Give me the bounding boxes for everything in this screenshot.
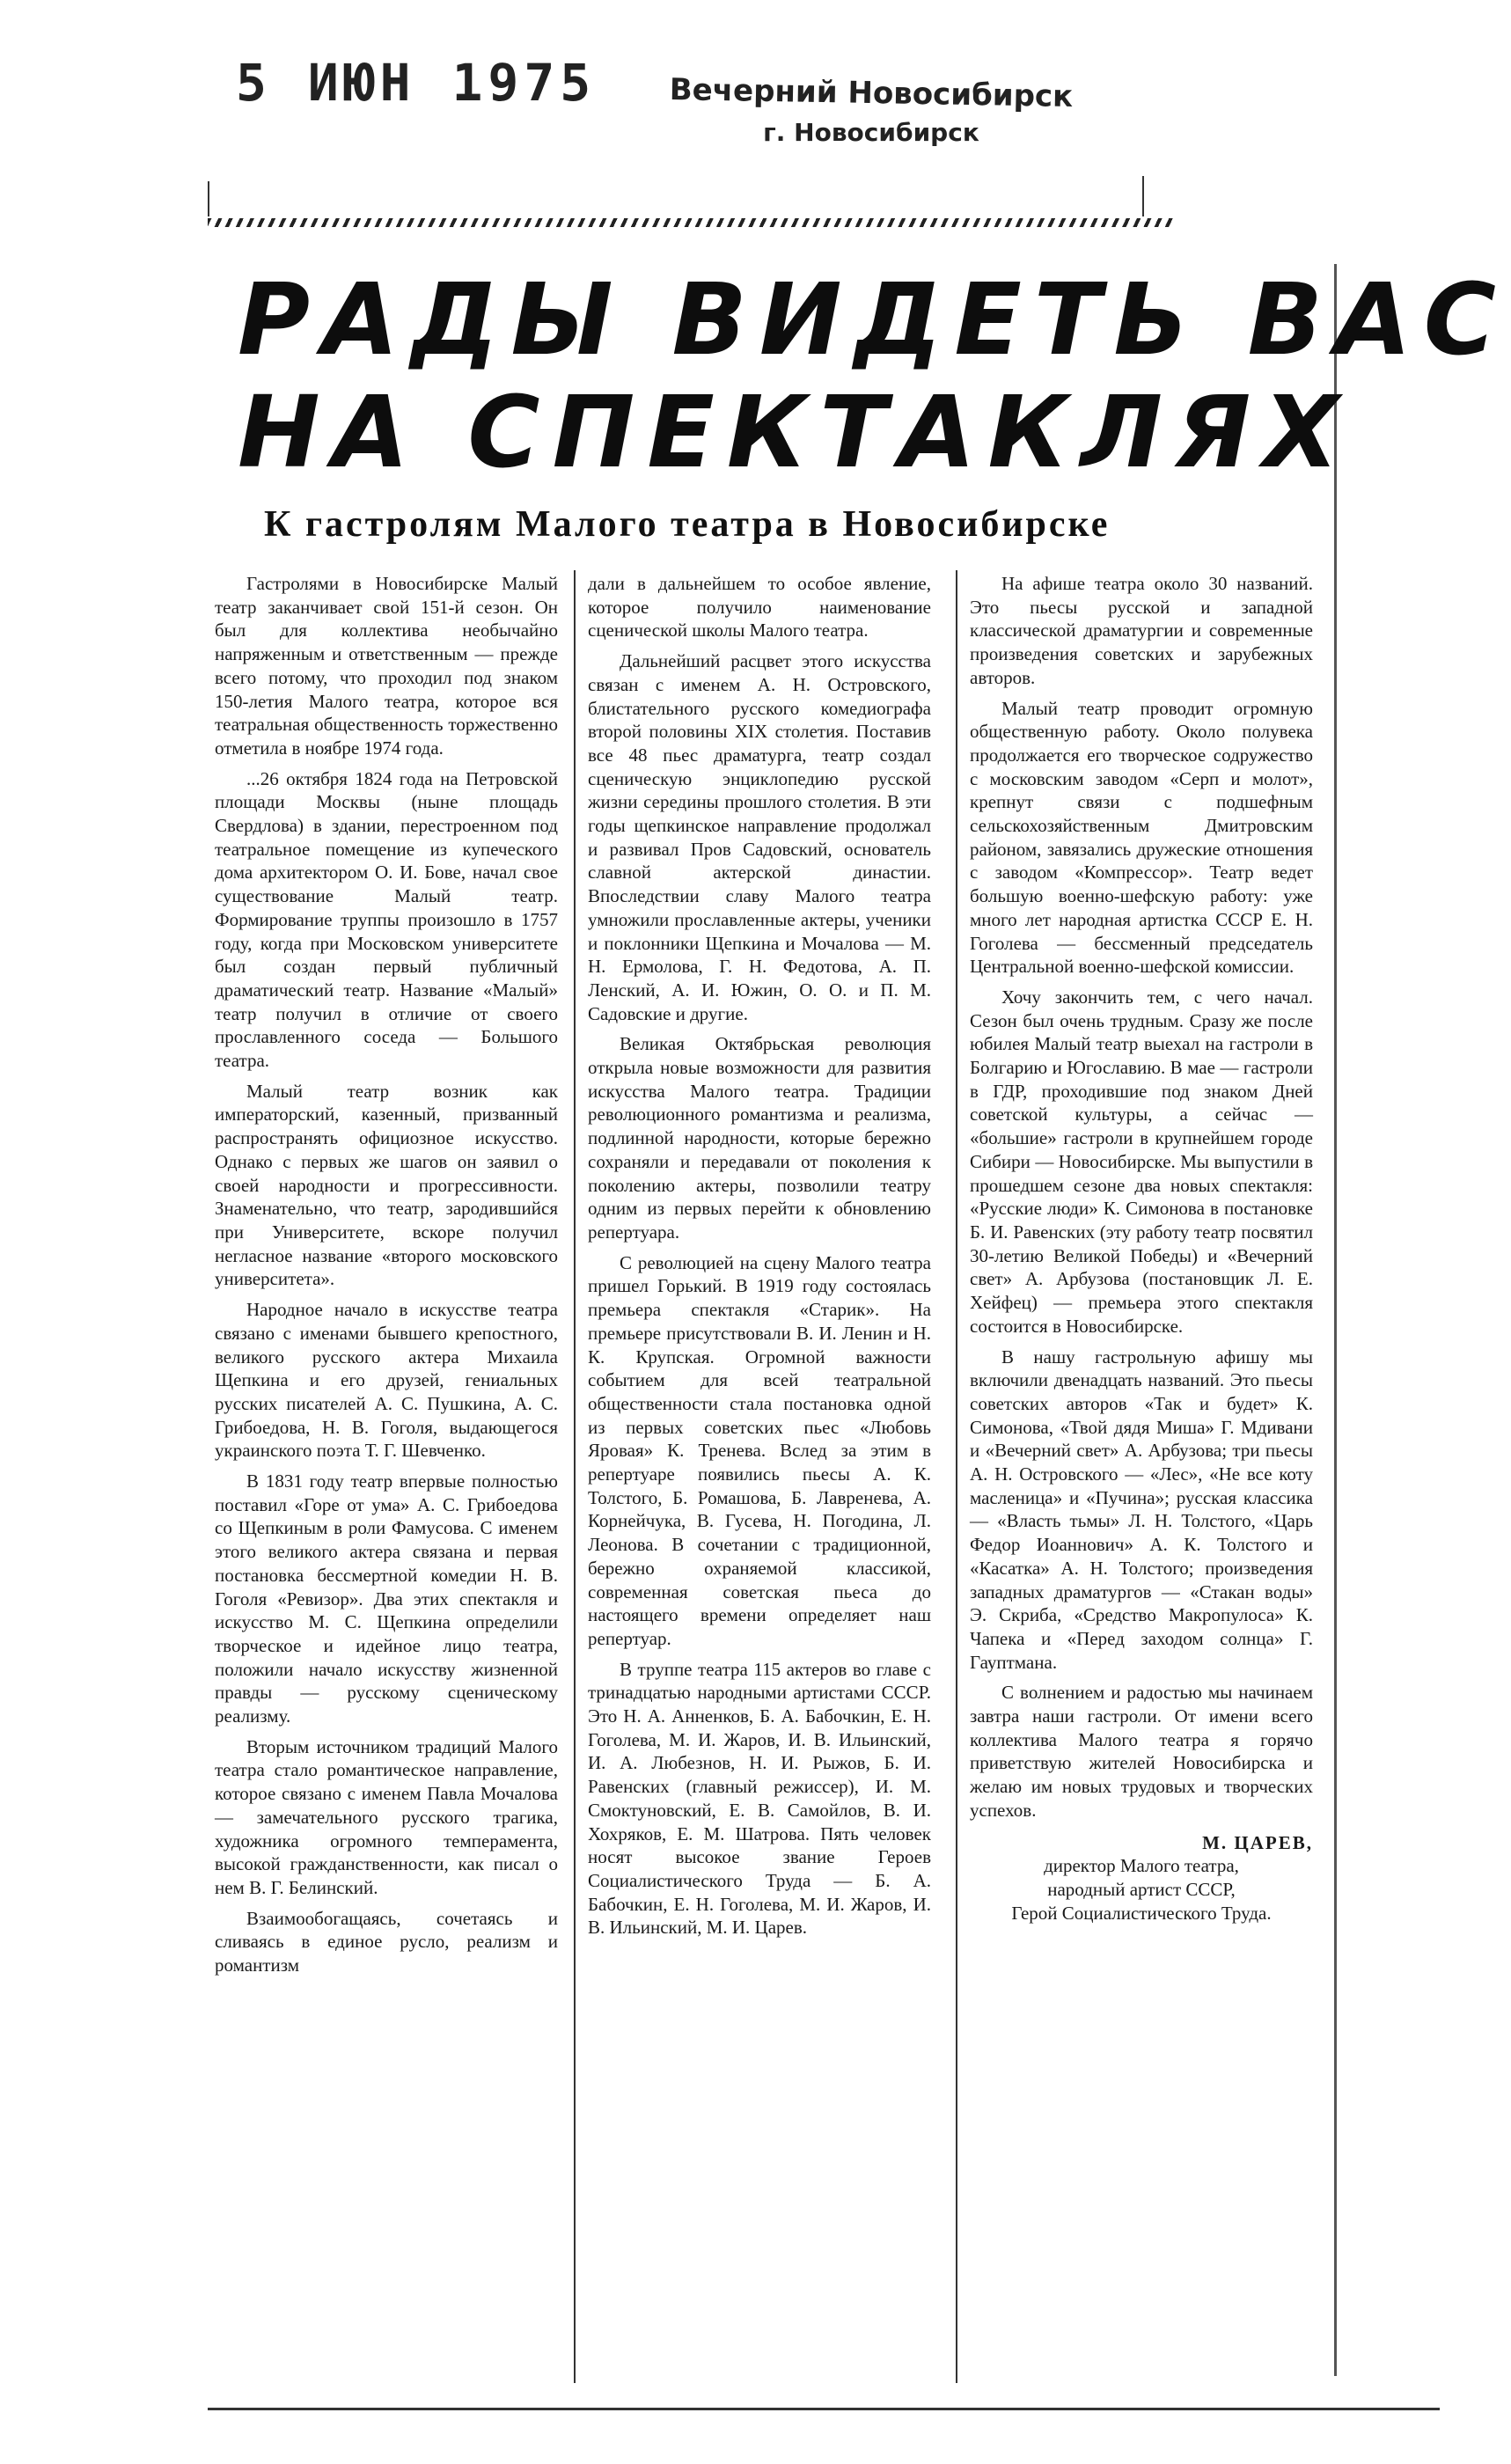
column-rule-1 bbox=[574, 570, 576, 2383]
paragraph: Народное начало в искусстве театра связано с именами бывшего крепостного, великого русского актера Михаила Щепкина и его друзей, гениальных русских писателей А. С. Пушкина, А. С. Грибоедова, Н. В. Гоголя, выдающегося украинского поэта Т. Г. Шевченко. bbox=[215, 1299, 558, 1462]
article-column-3 bbox=[970, 572, 1313, 1925]
paragraph: Малый театр проводит огромную общественную работу. Около полувека продолжается его творческое содружество с московским заводом «Серп и молот», крепнут связи с подшефным сельскохозяйственным Дмитровским районом, завязались дружеские отношения с заводом «Компрессор». Театр ведет большую военно-шефскую работу: уже много лет народная артистка СССР Е. Н. Гоголева — бессменный председатель Центральной военно-шефской комиссии. bbox=[970, 697, 1313, 978]
paragraph: В 1831 году театр впервые полностью поставил «Горе от ума» А. С. Грибоедова со Щепкиным в роли Фамусова. С именем этого великого актера связана и первая постановка бессмертной комедии Н. В. Гоголя «Ревизор». Два этих спектакля и искусство М. С. Щепкина определили творческое и идейное лицо театра, положили начало искусству жизненной правды — русскому сценическому реализму. bbox=[215, 1470, 558, 1727]
article-column-2 bbox=[588, 572, 931, 1940]
article-subtitle: К гастролям Малого театра в Новосибирске bbox=[264, 504, 1111, 545]
paragraph: дали в дальнейшем то особое явление, которое получило наименование сценической школы Малого театра. bbox=[588, 573, 931, 642]
hatched-divider bbox=[208, 218, 1176, 227]
newspaper-name: Вечерний Новосибирск bbox=[669, 72, 1074, 114]
archive-date-stamp: 5 ИЮН 1975 bbox=[236, 53, 597, 113]
paragraph: Взаимообогащаясь, сочетаясь и сливаясь в единое русло, реализм и романтизм bbox=[215, 1907, 558, 1976]
paragraph: Гастролями в Новосибирске Малый театр заканчивает свой 151-й сезон. Он был для коллектива необычайно напряженным и ответственным — прежде всего потому, что проходил под знаком 150-летия Малого театра, которое вся театральная общественность торжественно отметила в ноябре 1974 года. bbox=[215, 573, 558, 759]
author-signature: М. ЦАРЕВ, bbox=[1202, 1831, 1313, 1853]
clipping-bottom-edge bbox=[208, 2408, 1440, 2410]
paragraph: С волнением и радостью мы начинаем завтра наши гастроли. От имени всего коллектива Малого театра я горячо приветствую жителей Новосибирска и желаю им новых трудовых и творческих успехов. bbox=[970, 1682, 1313, 1821]
headline-line-2: НА СПЕКТАКЛЯХ bbox=[238, 376, 1352, 490]
paragraph: В нашу гастрольную афишу мы включили двенадцать названий. Это пьесы советских авторов «Так и будет» К. Симонова, «Твой дядя Миша» Г. Мдивани и «Вечерний свет» А. Арбузова; три пьесы А. Н. Островского — «Лес», «Не все коту масленица» и «Пучина»; русская классика — «Власть тьмы» Л. Н. Толстого, «Царь Федор Иоаннович» А. К. Толстого и «Касатка» А. Н. Толстого; произведения западных драматургов — «Стакан воды» Э. Скриба, «Средство Макропулоса» К. Чапека и «Перед заходом солнца» Г. Гауптмана. bbox=[970, 1346, 1313, 1673]
paragraph: Великая Октябрьская революция открыла новые возможности для развития искусства Малого театра. Традиции революционного романтизма и реализма, подлинной народности, которые бережно сохраняли и передавали от поколения к поколению актеры, позволили театру одним из первых перейти к обновлению репертуара. bbox=[588, 1033, 931, 1243]
author-title-line: Герой Социалистического Труда. bbox=[1011, 1902, 1272, 1924]
headline-line-1: РАДЫ ВИДЕТЬ ВАС bbox=[238, 263, 1508, 378]
paragraph: ...26 октября 1824 года на Петровской площади Москвы (ныне площадь Свердлова) в здании, перестроенном под театральное помещение из купеческого дома архитектором О. И. Бове, начал свое существование Малый театр. Формирование труппы произошло в 1757 году, когда при Московском университете был создан первый публичный драматический театр. Название «Малый» театр получил в отличие от своего прославленного соседа — Большого театра. bbox=[215, 767, 558, 1072]
clipping-frame-right bbox=[1142, 176, 1144, 216]
author-title-line: директор Малого театра, bbox=[1044, 1855, 1239, 1877]
paragraph: Вторым источником традиций Малого театра стало романтическое направление, которое связано с именем Павла Мочалова — замечательного русского трагика, художника огромного темперамента, высокой гражданственности, как писал о нем В. Г. Белинский. bbox=[215, 1735, 558, 1898]
paragraph: В труппе театра 115 актеров во главе с тринадцатью народными артистами СССР. Это Н. А. Анненков, Б. А. Бабочкин, Е. Н. Гоголева, М. И. Жаров, И. В. Ильинский, И. А. Любезнов, Н. И. Рыжов, Б. И. Равенских (главный режиссер), И. М. Смоктуновский, Е. В. Самойлов, В. И. Хохряков, Е. М. Шатрова. Пять человек носят высокое звание Героев Социалистического Труда — Б. А. Бабочкин, Е. Н. Гоголева, М. И. Жаров, И. В. Ильинский, М. И. Царев. bbox=[588, 1658, 931, 1939]
column-rule-2 bbox=[956, 570, 957, 2383]
article-column-1 bbox=[215, 572, 558, 1977]
newspaper-city: г. Новосибирск bbox=[763, 118, 979, 147]
paragraph: На афише театра около 30 названий. Это пьесы русской и западной классической драматургии и современные произведения советских и зарубежных авторов. bbox=[970, 573, 1313, 688]
article-headline bbox=[238, 263, 1508, 490]
paragraph: С революцией на сцену Малого театра пришел Горький. В 1919 году состоялась премьера спектакля «Старик». На премьере присутствовали В. И. Ленин и Н. К. Крупская. Огромной важности событием для всей театральной общественности стала постановка одной из первых советских пьес «Любовь Яровая» К. Тренева. Вслед за этим в репертуаре появились пьесы А. К. Толстого, Б. Ромашова, Б. Лавренева, А. Корнейчука, В. Гусева, Н. Погодина, Л. Леонова. В сочетании с традиционной, бережно охраняемой классикой, современная советская пьеса до настоящего времени определяет наш репертуар. bbox=[588, 1251, 931, 1649]
clipping-right-edge bbox=[1334, 264, 1337, 2376]
paragraph: Хочу закончить тем, с чего начал. Сезон был очень трудным. Сразу же после юбилея Малый театр выехал на гастроли в Болгарию и Югославию. В мае — гастроли в ГДР, проходившие под знаком Дней советской культуры, а сейчас — «большие» гастроли в крупнейшем городе Сибири — Новосибирске. Мы выпустили в прошедшем сезоне два новых спектакля: «Русские люди» К. Симонова в постановке Б. И. Равенских (эту работу театр посвятил 30-летию Великой Победы) и «Вечерний свет» А. Арбузова (постановщик Л. Е. Хейфец) — премьера этого спектакля состоится в Новосибирске. bbox=[970, 986, 1313, 1337]
paragraph: Малый театр возник как императорский, казенный, призванный распространять официозное искусство. Однако с первых же шагов он заявил о своей народности и прогрессивности. Знаменательно, что театр, зародившийся при Университете, вскоре получил негласное название «второго московского университета». bbox=[215, 1080, 558, 1290]
paragraph: Дальнейший расцвет этого искусства связан с именем А. Н. Островского, блистательного русского комедиографа второй половины XIX столетия. Поставив все 48 пьес драматурга, театр создал сценическую энциклопедию русской жизни середины прошлого столетия. В эти годы щепкинское направление продолжал и развивал Пров Садовский, основатель славной актерской династии. Впоследствии славу Малого театра умножили прославленные актеры, ученики и поклонники Щепкина и Мочалова — М. Н. Ермолова, Г. Н. Федотова, А. П. Ленский, А. И. Южин, О. О. и П. М. Садовские и другие. bbox=[588, 650, 931, 1024]
clipping-frame-left bbox=[208, 181, 209, 216]
author-title-line: народный артист СССР, bbox=[1047, 1878, 1236, 1900]
newspaper-source-stamp bbox=[669, 72, 1074, 147]
